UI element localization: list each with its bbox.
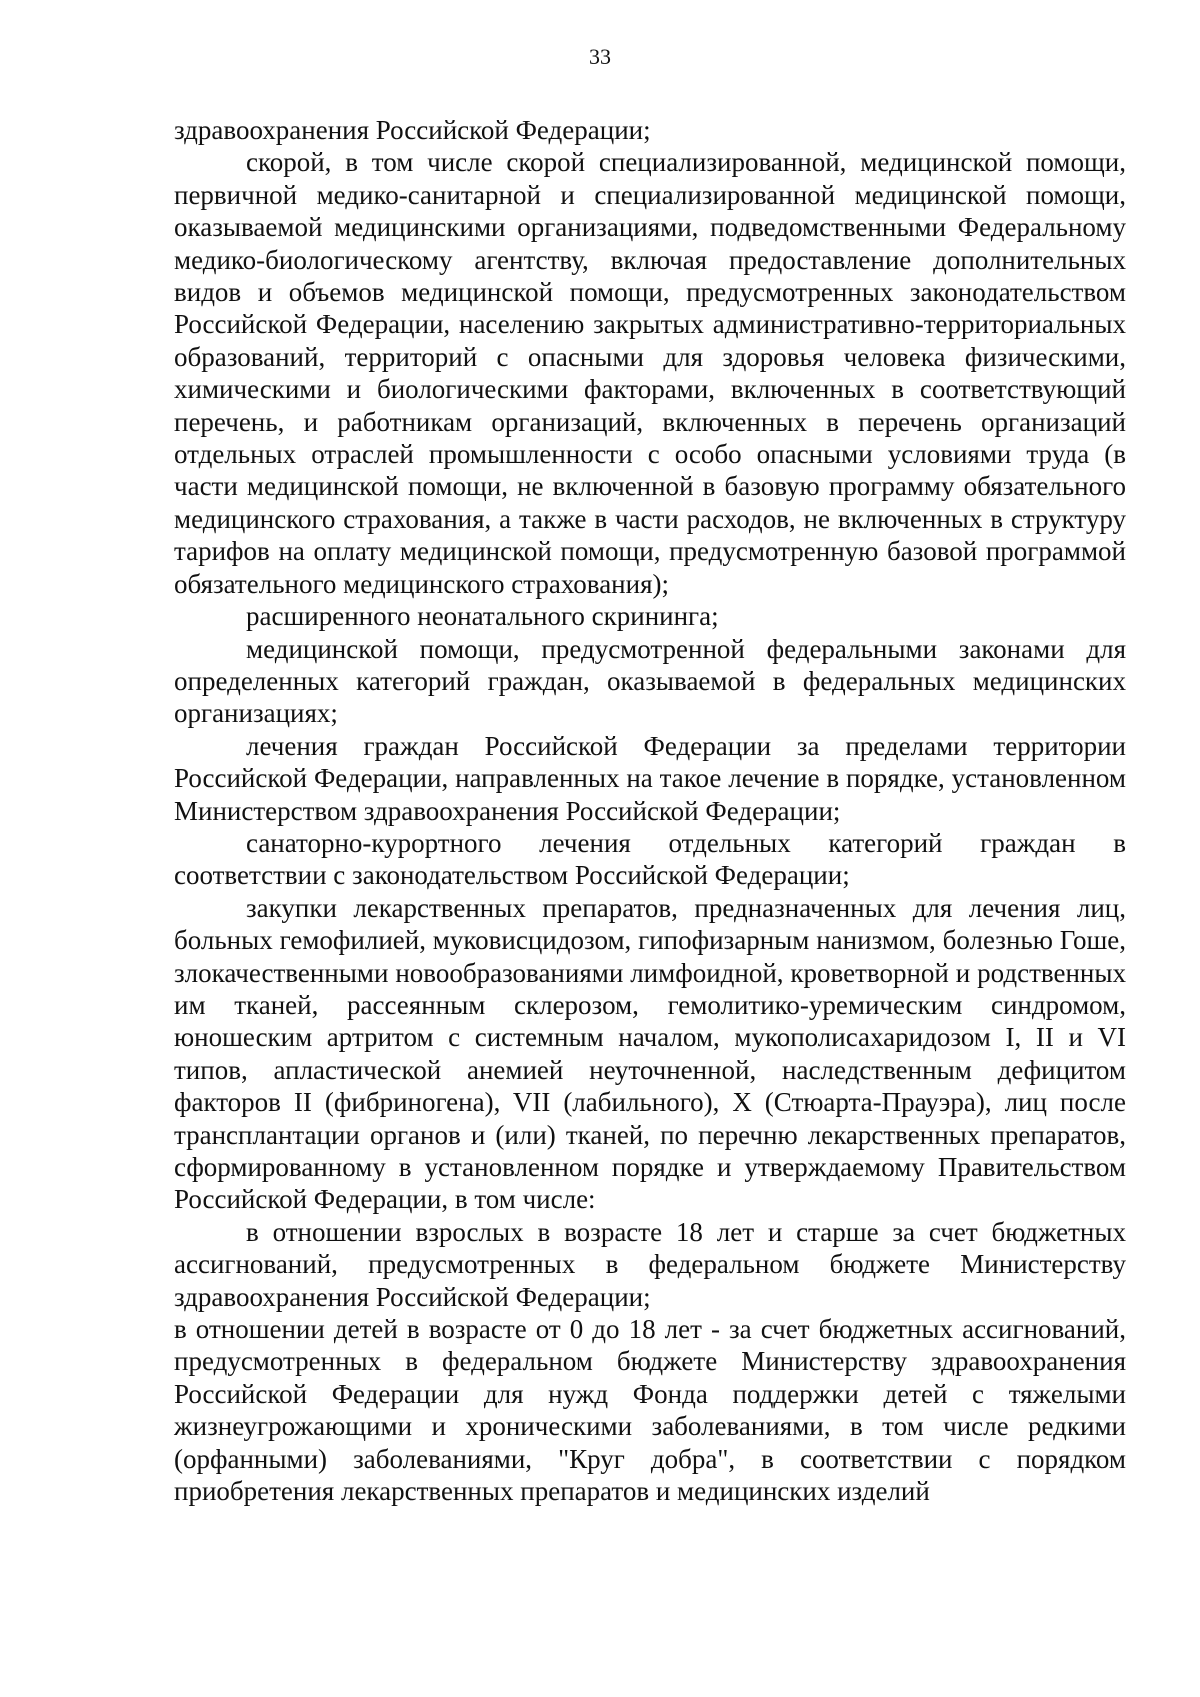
paragraph: расширенного неонатального скрининга;	[246, 601, 719, 632]
paragraph: скорой, в том числе скорой специализированной, медицинской помощи, первичной медико-санитарной и специализированной медицинской помощи, оказываемой медицинскими организациями, подведомственными Федеральному медико-биологическому агентству, включая предоставление дополнительных видов и объемов медицинской помощи, предусмотренных законодательством Российской Федерации, населению закрытых административно-территориальных образований, территорий с опасными для здоровья человека физическими, химическими и биологическими факторами, включенных в соответствующий перечень, и работникам организаций, включенных в перечень организаций отдельных отраслей промышленности с особо опасными условиями труда (в части медицинской помощи, не включенной в базовую программу обязательного медицинского страхования, а также в части расходов, не включенных в структуру тарифов на оплату медицинской помощи, предусмотренную базовой программой обязательного медицинского страхования);	[174, 147, 1126, 599]
paragraph: закупки лекарственных препаратов, предназначенных для лечения лиц, больных гемофилией, муковисцидозом, гипофизарным нанизмом, болезнью Гоше, злокачественными новообразованиями лимфоидной, кроветворной и родственных им тканей, рассеянным склерозом, гемолитико-уремическим синдромом, юношеским артритом с системным началом, мукополисахаридозом I, II и VI типов, апластической анемией неуточненной, наследственным дефицитом факторов II (фибриногена), VII (лабильного), X (Стюарта-Прауэра), лиц после трансплантации органов и (или) тканей, по перечню лекарственных препаратов, сформированному в установленном порядке и утверждаемому Правительством Российской Федерации, в том числе:	[174, 892, 1126, 1215]
paragraph: лечения граждан Российской Федерации за пределами территории Российской Федерации, направленных на такое лечение в порядке, установленном Министерством здравоохранения Российской Федерации;	[174, 730, 1126, 826]
page-number: 33	[589, 44, 611, 69]
body-text	[174, 114, 1126, 1507]
paragraph: в отношении взрослых в возрасте 18 лет и старше за счет бюджетных ассигнований, предусмотренных в федеральном бюджете Министерству здравоохранения Российской Федерации;	[174, 1216, 1126, 1312]
paragraph: здравоохранения Российской Федерации;	[174, 115, 651, 145]
paragraph: санаторно-курортного лечения отдельных категорий граждан в соответствии с законодательством Российской Федерации;	[174, 827, 1126, 891]
paragraph: в отношении детей в возрасте от 0 до 18 лет - за счет бюджетных ассигнований, предусмотренных в федеральном бюджете Министерству здравоохранения Российской Федерации для нужд Фонда поддержки детей с тяжелыми жизнеугрожающими и хроническими заболеваниями, в том числе редкими (орфанными) заболеваниями, "Круг добра", в соответствии с порядком приобретения лекарственных препаратов и медицинских изделий	[174, 1314, 1126, 1507]
paragraph: медицинской помощи, предусмотренной федеральными законами для определенных категорий граждан, оказываемой в федеральных медицинских организациях;	[174, 633, 1126, 729]
